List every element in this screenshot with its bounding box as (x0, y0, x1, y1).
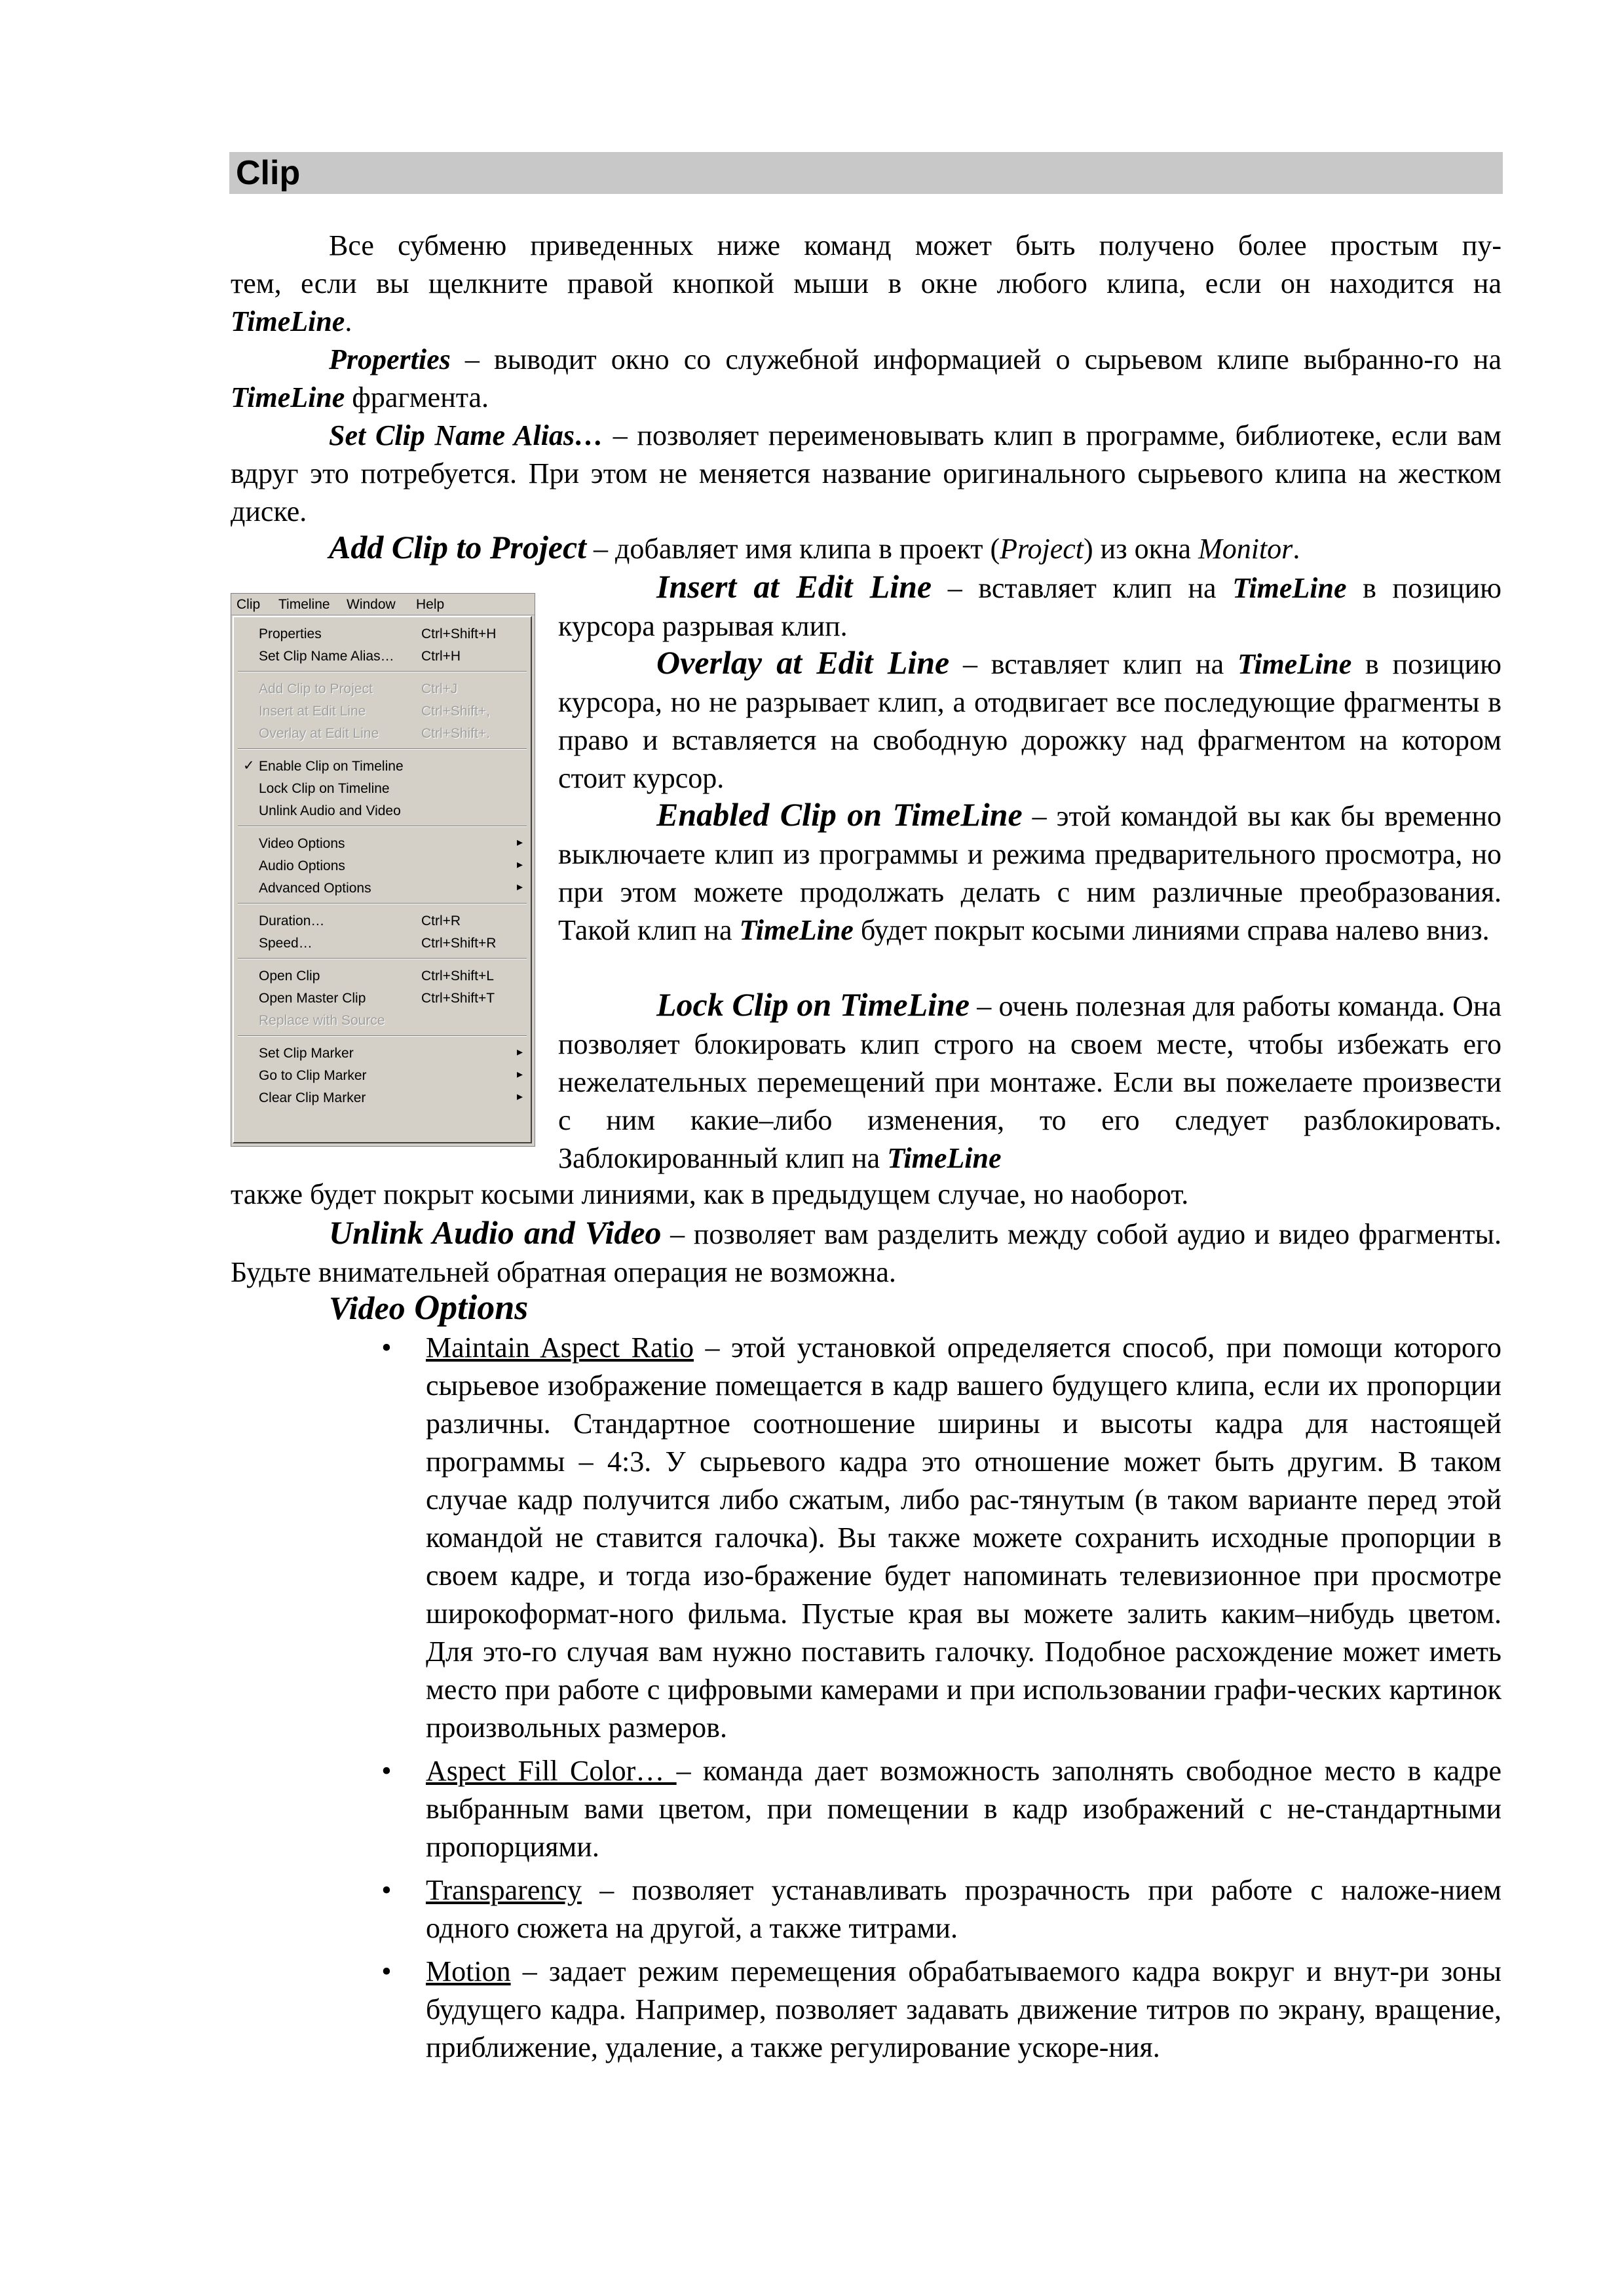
menu-item-shortcut: Ctrl+Shift+R (421, 936, 497, 951)
menu-item-duration[interactable] (234, 909, 531, 932)
submenu-arrow-icon: ▸ (516, 858, 523, 871)
menu-item-enable-clip-on-timeline[interactable] (234, 755, 531, 777)
enabled-term: Enabled Clip on TimeLine (656, 796, 1023, 833)
menu-item-shortcut: Ctrl+Shift+L (421, 968, 494, 984)
menubar-clip[interactable]: Clip (236, 597, 261, 612)
bullet-icon: • (381, 1874, 392, 1906)
menu-item-shortcut: Ctrl+Shift+T (421, 991, 495, 1006)
menu-separator (238, 903, 527, 904)
menu-item-label: Speed… (259, 936, 312, 951)
menu-item-speed[interactable] (234, 932, 531, 954)
lock-continuation: также будет покрыт косыми линиями, как в предыдущем случае, но наоборот. (231, 1178, 1189, 1210)
menu-item-clear-clip-marker[interactable] (234, 1086, 531, 1109)
menu-item-shortcut: Ctrl+R (421, 913, 461, 928)
clip-menu-screenshot (231, 593, 535, 1147)
unlink-term: Unlink Audio and Video (329, 1214, 662, 1251)
alias-term: Set Clip Name Alias… (329, 419, 603, 451)
menu-separator (238, 958, 527, 959)
bullet-term: Transparency (426, 1874, 582, 1906)
menu-item-shortcut: Ctrl+Shift+, (421, 704, 491, 719)
menu-separator (238, 671, 527, 672)
video-options-list (373, 1329, 1501, 2072)
unlink-paragraph (231, 1214, 1501, 1292)
menu-item-overlay-at-edit-line (234, 722, 531, 744)
video-options-title-part1: Video (329, 1290, 406, 1326)
menu-item-label: Add Clip to Project (259, 681, 373, 697)
bullet-icon: • (381, 1331, 392, 1364)
menu-item-label: Clear Clip Marker (259, 1090, 366, 1105)
bullet-icon: • (381, 1755, 392, 1787)
bullet-text: – задает режим перемещения обрабатываемого кадра вокруг и внут-ри зоны будущего кадра. Например, позволяет задавать движение титров по экрану, вращение, приближение, удаление, а также регулирование ускоре-ния. (426, 1955, 1501, 2063)
menu-bar (231, 594, 535, 615)
lock-text-1: – очень полезная для работы команда. Она позволяет блокировать клип строго на своем месте, чтобы избежать его нежелательных перемещений при монтаже. Если вы пожелаете произвести с ним какие–либо изменения, то его следует разблокировать. Заблокированный клип на (558, 990, 1501, 1174)
menu-item-shortcut: Ctrl+J (421, 681, 458, 697)
bullet-text: – этой установкой определяется способ, при помощи которого сырьевое изображение помещается в кадр вашего будущего клипа, если их пропорции различны. Стандартное соотношение ширины и высоты кадра для настоящей программы – 4:3. У сырьевого кадра это отношение может быть другим. В таком случае кадр получится либо сжатым, либо рас-тянутым (в таком варианте перед этой командой не ставится галочка). Вы также можете сохранить исходные пропорции в своем кадре, и тогда изо-бражение будет напоминать телевизионное при просмотре широкоформат-ного фильма. Пустые края вы можете залить каким–нибудь цветом. Для это-го случая вам нужно поставить галочку. Подобное расхождение может иметь место при работе с цифровыми камерами и при использовании графи-ческих картинок произвольных размеров. (426, 1331, 1501, 1744)
menu-item-set-clip-marker[interactable] (234, 1042, 531, 1064)
add-clip-paragraph (231, 528, 1501, 568)
menu-item-open-master-clip[interactable] (234, 987, 531, 1009)
overlay-text-2: в позицию курсора, но не разрывает клип, а отодвигает все последующие фрагменты в право и вставляется на свободную дорожку над фрагментом на котором стоит курсор. (558, 648, 1502, 794)
add-clip-text-1: – добавляет имя клипа в проект ( (586, 533, 1000, 565)
insert-term: Insert at Edit Line (656, 568, 932, 605)
intro-line-2: тем, если вы щелкните правой кнопкой мыши в окне любого клипа, если он находится на (231, 267, 1501, 299)
menu-item-shortcut: Ctrl+Shift+H (421, 626, 497, 641)
menu-item-label: Open Master Clip (259, 991, 366, 1006)
bullet-text: – команда дает возможность заполнять свободное место в кадре выбранным вами цветом, при помещении в кадр изображений с не-стандартными пропорциями. (426, 1755, 1501, 1863)
menu-item-go-to-clip-marker[interactable] (234, 1064, 531, 1086)
add-clip-project: Project (1000, 533, 1084, 565)
menu-item-label: Lock Clip on Timeline (259, 781, 390, 796)
submenu-arrow-icon: ▸ (516, 1090, 523, 1103)
list-item (373, 1953, 1501, 2067)
menu-item-label: Insert at Edit Line (259, 704, 366, 719)
section-heading: Clip (236, 154, 301, 192)
menu-separator (238, 748, 527, 750)
insert-paragraph (558, 567, 1501, 645)
checkmark-icon: ✓ (243, 758, 255, 773)
overlay-timeline-term: TimeLine (1237, 648, 1352, 680)
menu-item-label: Set Clip Marker (259, 1046, 354, 1061)
intro-timeline-term: TimeLine (231, 305, 345, 337)
submenu-arrow-icon: ▸ (516, 1067, 523, 1081)
bullet-term: Aspect Fill Color… (426, 1755, 677, 1787)
properties-text-3: фрагмента. (345, 381, 489, 413)
bullet-term: Maintain Aspect Ratio (426, 1331, 694, 1364)
menu-item-unlink-audio-and-video[interactable] (234, 799, 531, 822)
lock-paragraph (558, 985, 1501, 1177)
menu-separator (238, 826, 527, 827)
menu-item-label: Go to Clip Marker (259, 1068, 367, 1083)
menu-item-replace-with-source (234, 1009, 531, 1031)
submenu-arrow-icon: ▸ (516, 1045, 523, 1058)
menu-item-label: Duration… (259, 913, 325, 928)
clip-menu-dropdown (233, 616, 532, 1143)
list-item (373, 1871, 1501, 1947)
intro-paragraph (231, 227, 1501, 341)
menu-item-shortcut: Ctrl+H (421, 649, 461, 664)
intro-line-3 (231, 303, 1501, 341)
properties-paragraph (231, 341, 1501, 417)
intro-line-1: Все субменю приведенных ниже команд может быть получено более простым пу- (329, 229, 1501, 261)
bullet-term: Motion (426, 1955, 511, 1987)
menu-item-label: Video Options (259, 836, 345, 851)
menu-item-advanced-options[interactable] (234, 877, 531, 899)
menu-item-audio-options[interactable] (234, 854, 531, 877)
menu-item-label: Set Clip Name Alias… (259, 649, 394, 664)
alias-text: – позволяет переименовывать клип в программе, библиотеке, если вам вдруг это потребуется. При этом не меняется название оригинального сырьевого клипа на жестком диске. (231, 419, 1501, 527)
add-clip-dot: . (1293, 533, 1300, 565)
submenu-arrow-icon: ▸ (516, 880, 523, 893)
properties-term: Properties (329, 343, 451, 375)
alias-paragraph (231, 417, 1501, 531)
menubar-help[interactable]: Help (416, 597, 445, 612)
menu-item-label: Open Clip (259, 968, 320, 984)
video-options-title (231, 1288, 1501, 1327)
menu-item-lock-clip-on-timeline[interactable] (234, 777, 531, 799)
menu-item-label: Unlink Audio and Video (259, 803, 401, 818)
overlay-paragraph (558, 643, 1501, 797)
insert-text-2: в позицию курсора разрывая клип. (558, 572, 1501, 642)
section-heading-bar (229, 152, 1503, 194)
list-item (373, 1752, 1501, 1866)
submenu-arrow-icon: ▸ (516, 835, 523, 849)
menu-item-insert-at-edit-line (234, 700, 531, 722)
insert-timeline-term: TimeLine (1232, 572, 1347, 604)
video-options-title-part2: Options (405, 1288, 529, 1327)
menu-item-label: Enable Clip on Timeline (259, 759, 404, 774)
menu-item-label: Audio Options (259, 858, 345, 873)
bullet-icon: • (381, 1955, 392, 1987)
menu-item-shortcut: Ctrl+Shift+. (421, 726, 491, 741)
insert-text-1: – вставляет клип на (932, 572, 1233, 604)
menu-item-label: Properties (259, 626, 322, 641)
enabled-text-2: будет покрыт косыми линиями справа налево вниз. (853, 914, 1490, 946)
menu-item-open-clip[interactable] (234, 965, 531, 987)
menu-item-add-clip-to-project (234, 678, 531, 700)
add-clip-term: Add Clip to Project (329, 529, 587, 565)
menu-item-label: Replace with Source (259, 1013, 385, 1028)
enabled-text-1: – этой командой вы как бы временно выключаете клип из программы и режима предварительного просмотра, но при этом можете продолжать делать с ним различные преобразования. Такой клип на (558, 800, 1501, 946)
add-clip-monitor: Monitor (1198, 533, 1293, 565)
unlink-text: – позволяет вам разделить между собой аудио и видео фрагменты. Будьте внимательней обратная операция не возможна. (231, 1218, 1501, 1288)
menu-separator (238, 1035, 527, 1037)
menubar-window[interactable]: Window (347, 597, 396, 612)
properties-timeline-term: TimeLine (231, 381, 345, 413)
overlay-term: Overlay at Edit Line (656, 644, 950, 681)
intro-dot: . (345, 305, 352, 337)
add-clip-text-2: ) из окна (1084, 533, 1199, 565)
enabled-paragraph (558, 795, 1501, 949)
menu-item-label: Overlay at Edit Line (259, 726, 379, 741)
lock-term: Lock Clip on TimeLine (656, 986, 970, 1023)
properties-text-2: го на (1433, 343, 1502, 375)
list-item (373, 1329, 1501, 1747)
menu-item-label: Advanced Options (259, 881, 371, 896)
menu-item-set-clip-name-alias[interactable] (234, 645, 531, 667)
overlay-text-1: – вставляет клип на (949, 648, 1237, 680)
lock-timeline-term: TimeLine (887, 1142, 1002, 1174)
properties-text-1: – выводит окно со служебной информацией о сырьевом клипе выбранно- (450, 343, 1433, 375)
menubar-timeline[interactable]: Timeline (278, 597, 330, 612)
menu-item-video-options[interactable] (234, 832, 531, 854)
menu-item-properties[interactable] (234, 622, 531, 645)
bullet-text: – позволяет устанавливать прозрачность при работе с наложе-нием одного сюжета на другой, а также титрами. (426, 1874, 1501, 1944)
enabled-timeline-term: TimeLine (739, 914, 854, 946)
